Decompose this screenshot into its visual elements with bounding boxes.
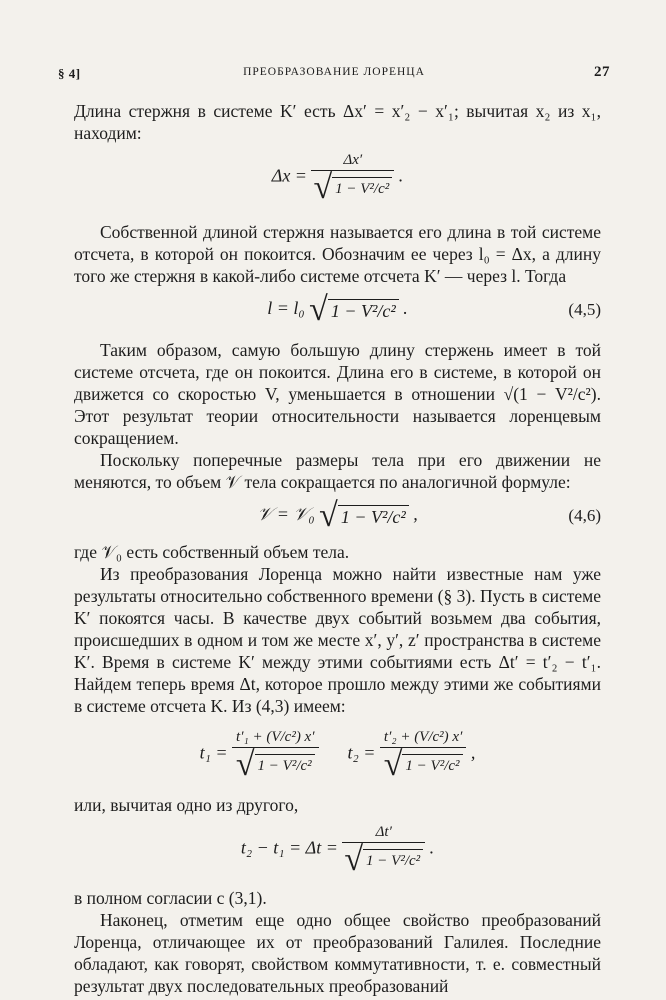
paragraph-5: где 𝒱₀ есть собственный объем тела. — [74, 542, 350, 562]
running-title: ПРЕОБРАЗОВАНИЕ ЛОРЕНЦА — [243, 66, 425, 78]
paragraph-9: Наконец, отметим еще одно общее свойство преобразований Лоренца, отличающее их от преобразований Галилея. Последние обладают, как говорят, свойством коммутативности, т. е. совместный результат двух последовательных преобразований — [74, 910, 601, 996]
paragraph-4: Поскольку поперечные размеры тела при его движении не меняются, то объем 𝒱 тела сокращается по аналогичной формуле: — [74, 450, 601, 492]
equation-number: (4,5) — [568, 300, 601, 319]
paragraph-3: Таким образом, самую большую длину стержень имеет в той системе отсчета, где он покоится. Длина его в системе, в которой он движется со скоростью V, уменьшается в отношении √(1 − V²/c²). Этот результат теории относительности называется лоренцевым сокращением. — [74, 340, 601, 448]
equation-4-5: l = l₀ √ 1 − V²/c² . (4,5) — [267, 291, 601, 328]
page-number: 27 — [594, 64, 610, 80]
paragraph-6: Из преобразования Лоренца можно найти известные нам уже результаты относительно собственного времени (§ 3). Пусть в системе K′ покоятся часы. В качестве двух событий возьмем два события, происшедших в одном и том же месте x′, y′, z′ пространства в системе K′. Время в системе K′ между этими событиями есть Δt′ = t′₂ − t′₁. Найдем теперь время Δt, которое прошло между этими же событиями в системе отсчета K. Из (4,3) имеем: — [74, 564, 601, 716]
paragraph-7: или, вычитая одно из другого, — [74, 795, 299, 815]
equation-time-dilation: t₂ − t₁ = Δt = $\frac{\Delta t'}{\text{√ 1 − V²/c²}}$ . — [240, 824, 435, 878]
section-marker: § 4] — [58, 66, 81, 81]
page-body — [74, 100, 601, 997]
paragraph-8: в полном согласии с (3,1). — [74, 888, 267, 908]
paragraph-2: Собственной длиной стержня называется его длина в той системе отсчета, в которой он покоится. Обозначим ее через l₀ = Δx, а длину того же стержня в какой-либо системе отсчета K′ — через l. Тогда — [74, 222, 601, 286]
equation-length-transform: Δx = $\frac{\Delta x'}{\text{√ 1 − V²/c²}}$ . — [271, 152, 404, 206]
paragraph-1: Длина стержня в системе K′ есть Δx′ = x′₂ − x′₁; вычитая x₂ из x₁, находим: — [74, 101, 601, 143]
equation-time-transform: t₁ = $\frac{\text{t′₁ + (V/c²) x′}}{\text{√ 1 − V²/c²}}$ t₂ = $\frac{\text{t′₂ + (V/c²) x′}}{\text{√ 1 − V²/c²}}$ , — [199, 729, 476, 783]
page-header — [58, 66, 610, 86]
equation-4-6: 𝒱 = 𝒱₀ √ 1 − V²/c² , (4,6) — [257, 497, 601, 534]
equation-number: (4,6) — [568, 506, 601, 525]
